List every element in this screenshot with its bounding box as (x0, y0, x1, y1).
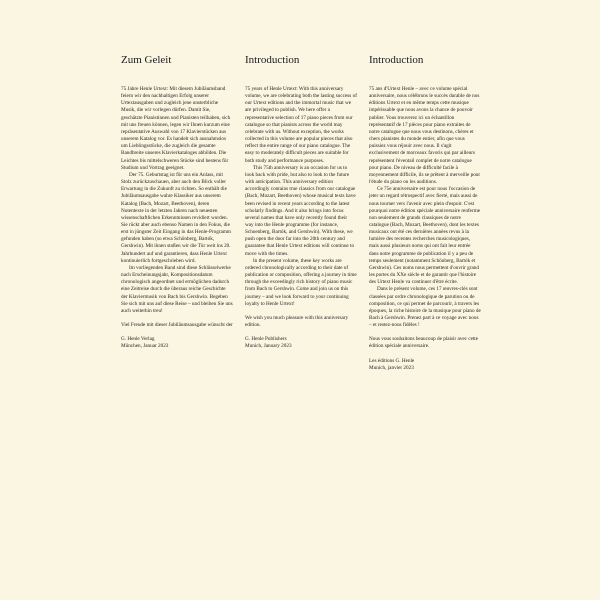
paragraph: Ce 75e anniversaire est pour nous l'occasion de jeter un regard rétrospectif avec fierté, mais aussi de nous tourner vers l'avenir avec plein d'espoir. C'est pourquoi notre édition spéciale anniversaire renferme non seulement de grands classiques de notre catalogue (Bach, Mozart, Beethoven), dont les textes musicaux ont été ces dernières années revus à la lumière des recentes recherches musicologiques, mais aussi plusieurs noms qui ont fait leur entrée dans notre programme de publication il y a peu de temps seulement (notamment Schönberg, Bartók et Gershwin). Ces noms nous permettent d'ouvrir grand les portes du XXe siècle et de garantir que l'histoire des Urtext Henle va continuer d'être écrite. (369, 186, 481, 286)
column-title-german: Zum Geleit (121, 54, 172, 66)
signature-publisher: G. Henle Publishers (245, 336, 287, 343)
signature (245, 336, 357, 350)
signature-publisher: Les éditions G. Henle (369, 357, 415, 364)
closing-line: Viel Freude mit dieser Jubiläumsausgabe wünscht der (121, 322, 233, 328)
column-german (121, 54, 233, 350)
paragraph: Dans le présent volume, ces 17 œuvres-clés sont classées par ordre chronologique de parution ou de composition, ce qui permet de parcourir, à travers les époques, la riche histoire de la musique pour piano de Bach à Gershwin. Prenez part à ce voyage avec nous – et restez-nous fidèles ! (369, 286, 481, 329)
column-title-english: Introduction (245, 54, 300, 66)
signature-publisher: G. Henle Verlag (121, 336, 155, 343)
signature-place-date: Munich, janvier 2023 (369, 364, 414, 371)
paragraph: In the present volume, these key works are ordered chronologically according to their date of publication or composition, offering a journey in time through the exceedingly rich history of piano music from Bach to Gershwin. Come and join us on this journey – and we look forward to your continuing loyalty to Henle Urtext! (245, 257, 357, 307)
signature (121, 336, 233, 350)
paragraph: 75 ans d'Urtext Henle – avec ce volume spécial anniversaire, nous célébrons le succès durable de nos éditions Urtext et en même temps cette musique impérissable que nous avons la chance de pouvoir publier. Vous trouverez ici un échantillon représentatif de 17 pièces pour piano extraites de notre catalogue que nous vous destinons, chères et chers pianistes du monde entier, afin que vous puissiez vous réjouir avec nous. Il s'agit exclusivement de morceaux favoris qui par ailleurs représentent l'éventail complet de notre catalogue pour piano. De niveau de difficulté facile à moyennement difficile, ils se prêtent à merveille pour l'étude du piano ou les auditions. (369, 86, 481, 186)
closing-line: Nous vous souhaitons beaucoup de plaisir avec cette édition spéciale anniversaire. (369, 336, 479, 350)
paragraph: 75 years of Henle Urtext: With this anniversary volume, we are celebrating both the lasting success of our Urtext editions and the immortal music that we are privileged to publish. We here offer a representative selection of 17 piano pieces from our catalogue so that pianists across the world may celebrate with us. Without exception, the works collected in this volume are popular pieces that also reflect the entire range of our piano catalogue. The easy to moderately difficult pieces are suitable for both study and performance purposes. (245, 86, 357, 164)
signature (369, 358, 481, 372)
paragraph: 75 Jahre Henle Urtext: Mit diesem Jubiläumsband feiern wir den nachhaltigen Erfolg unserer Urtextausgaben und zugleich jene unsterbliche Musik, die wir vorlegen dürfen. Damit Sie, geschätzte Pianistinnen und Pianisten teilhaben, sich mit uns freuen können, legen wir Ihnen kurzum eine repräsentative Auswahl von 17 Klavierstücken aus unserem Katalog vor. Es handelt sich ausnahmslos um Lieblingsstücke, die zugleich die gesamte Bandbreite unseres Klavierkataloges abbilden. Die Leichtes bis mittelschweren Stücke sind bestens für Studium und Vortrag geeignet. (121, 86, 231, 171)
signature-place-date: Munich, January 2023 (245, 343, 292, 350)
column-title-french: Introduction (369, 54, 424, 66)
column-french (369, 54, 481, 372)
paragraph: Im vorliegenden Band sind diese Schlüsselwerke nach Erscheinungsjahr, Kompositionsdatum chronologisch angeordnet und ermöglichen dadurch eine Zeitreise durch die überaus reiche Geschichte der Klaviermusik von Bach bis Gershwin. Begeben Sie sich mit uns auf diese Reise – und bleiben Sie uns auch weiterhin treu! (121, 264, 233, 314)
paragraph: Der 75. Geburtstag ist für uns ein Anlass, mit Stolz zurückzuschauen, aber auch den Blick voller Erwartung in die Zukunft zu richten. So enthält die Jubiläumsausgabe wahre Klassiker aus unserem Katalog (Bach, Mozart, Beethoven), deren Notentexte in der letzten Jahren nach neuesten wissenschaftlichen Erkenntnissen revidiert wurden. Sie rückt aber auch ebenso Namen in den Fokus, die erst in jüngster Zeit Eingang in das Henle-Programm gefunden haben (so etwa Schönberg, Bartók, Gershwin). Mit ihnen stoßen wir die Tür weit ins 20. Jahrhundert auf und garantieren, dass Henle Urtext kontinuierlich fortgeschrieben wird. (121, 171, 231, 264)
closing-line: We wish you much pleasure with this anniversary edition. (245, 314, 349, 328)
column-english (245, 54, 357, 350)
paragraph: This 75th anniversary is an occasion for us to look back with pride, but also to look to the future with anticipation. This anniversary edition accordingly contains true classics from our catalogue (Bach, Mozart, Beethoven) whose musical texts have been revised in recent years according to the latest scholarly findings. And it also brings into focus several names that have only recently found their way into the Henle programme (for instance, Schoenberg, Bartók, and Gershwin). With these, we push open the door far into the 20th century and guarantee that Henle Urtext editions will continue to move with the times. (245, 164, 356, 257)
signature-place-date: München, Januar 2023 (121, 343, 169, 350)
